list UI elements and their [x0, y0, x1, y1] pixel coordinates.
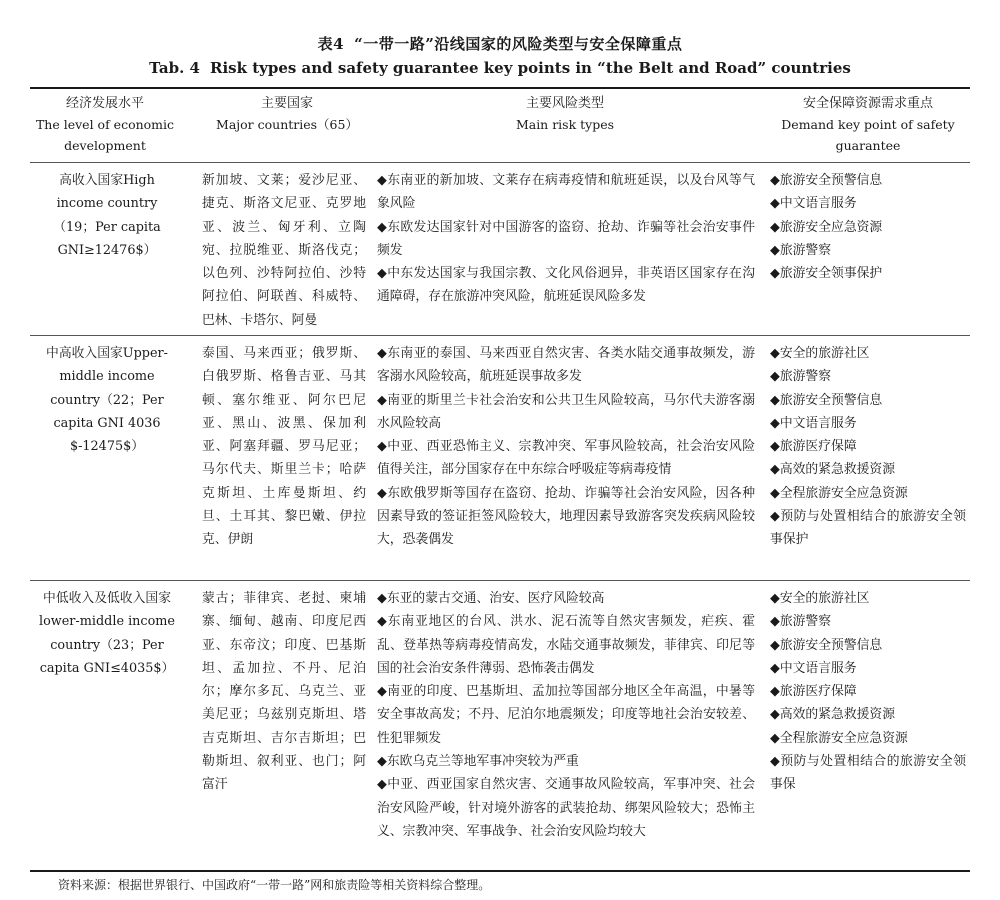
- risk-item: ◆东欧俄罗斯等国存在盗窃、抢劫、诈骗等社会治安风险，因各种因素导致的签证拒签风险较大，地理因素导致游客突发疾病风险较大，恐袭偶发: [377, 485, 755, 548]
- header-demands: [768, 93, 968, 156]
- demand-item: ◆旅游安全预警信息: [770, 637, 883, 653]
- source-note: 资料来源：根据世界银行、中国政府“一带一路”网和旅责险等相关资料综合整理。: [58, 878, 491, 892]
- risk-item: ◆东欧发达国家针对中国游客的盗窃、抢劫、诈骗等社会治安事件频发: [377, 219, 755, 258]
- demand-item: ◆旅游医疗保障: [770, 439, 857, 455]
- risk-item: ◆东亚的蒙古交通、治安、医疗风险较高: [377, 591, 605, 606]
- demand-item: ◆中文语言服务: [770, 196, 857, 212]
- demand-item: ◆中文语言服务: [770, 415, 857, 431]
- header-level-zh: 经济发展水平: [65, 96, 144, 111]
- caption-label-en: Tab. 4: [149, 59, 200, 77]
- risk-item: ◆东南亚的新加坡、文莱存在病毒疫情和航班延误，以及台风等气象风险: [377, 173, 755, 212]
- demand-item: ◆高效的紧急救援资源: [770, 707, 896, 723]
- header-level: [30, 93, 180, 156]
- header-countries: [198, 93, 376, 135]
- row-2-countries: 泰国、马来西亚；俄罗斯、白俄罗斯、格鲁吉亚、马其顿、塞尔维亚、阿尔巴尼亚、黑山、波黑、保加利亚、阿塞拜疆、罗马尼亚；马尔代夫、斯里兰卡；哈萨克斯坦、土库曼斯坦、约旦、土耳其、黎巴嫩、伊拉克、伊朗: [202, 346, 366, 548]
- row-2-level: 中高收入国家Upper-middle income country（22；Per capita GNI 4036 $-12475$）: [46, 346, 168, 455]
- caption-title-zh: “一带一路”沿线国家的风险类型与安全保障重点: [354, 35, 683, 53]
- risk-item: ◆南亚的印度、巴基斯坦、孟加拉等国部分地区全年高温，中暑等安全事故高发；不丹、尼泊尔地震频发；印度等地社会治安较差、性犯罪频发: [377, 684, 755, 746]
- risk-item: ◆南亚的斯里兰卡社会治安和公共卫生风险较高，马尔代夫游客溺水风险较高: [377, 392, 755, 431]
- row-2-risks: [377, 342, 755, 552]
- demand-item: ◆旅游安全领事保护: [770, 266, 883, 282]
- header-risks: [375, 93, 755, 135]
- header-risks-en: Main risk types: [515, 117, 615, 132]
- risk-item: ◆中东发达国家与我国宗教、文化风俗迥异，非英语区国家存在沟通障碍，存在旅游冲突风险，航班延误风险多发: [377, 266, 755, 305]
- risk-item: ◆东南亚地区的台风、洪水、泥石流等自然灾害频发，疟疾、霍乱、登革热等病毒疫情高发，水陆交通事故频发，菲律宾、印尼等国的社会治安条件薄弱、恐怖袭击偶发: [377, 614, 755, 676]
- risk-item: ◆中亚、西亚国家自然灾害、交通事故风险较高，军事冲突、社会治安风险严峻，针对境外游客的武装抢劫、绑架风险较大；恐怖主义、宗教冲突、军事战争、社会治安风险均较大: [377, 777, 755, 839]
- demand-item: ◆旅游安全预警信息: [770, 392, 883, 408]
- caption-title-en: Risk types and safety guarantee key points in “the Belt and Road” countries: [209, 59, 851, 77]
- bottom-rule: [30, 870, 970, 872]
- row-3-level: 中低收入及低收入国家lower-middle income country（23；Per capita GNI≤4035$）: [38, 591, 176, 676]
- table-caption-zh: [0, 33, 1000, 54]
- row-3-countries: 蒙古；菲律宾、老挝、柬埔寨、缅甸、越南、印度尼西亚、东帝汶；印度、巴基斯坦、孟加拉、不丹、尼泊尔；摩尔多瓦、乌克兰、亚美尼亚；乌兹别克斯坦、塔吉克斯坦、吉尔吉斯坦；巴勒斯坦、叙利亚、也门；阿富汗: [202, 591, 366, 793]
- header-countries-zh: 主要国家: [260, 96, 313, 111]
- demand-item: ◆旅游安全应急资源: [770, 219, 883, 235]
- demand-item: ◆旅游安全预警信息: [770, 173, 883, 188]
- demand-item: ◆预防与处置相结合的旅游安全领事保: [770, 754, 966, 793]
- row-3-demands: [770, 587, 966, 797]
- risk-item: ◆东欧乌克兰等地军事冲突较为严重: [377, 754, 579, 770]
- demand-item: ◆安全的旅游社区: [770, 346, 870, 361]
- row-1-level: 高收入国家High income country（19；Per capita GNI≥12476$）: [53, 173, 161, 258]
- header-demands-zh: 安全保障资源需求重点: [802, 96, 933, 111]
- demand-item: ◆高效的紧急救援资源: [770, 462, 896, 478]
- top-rule: [30, 87, 970, 89]
- demand-item: ◆旅游警察: [770, 242, 832, 258]
- demand-item: ◆旅游警察: [770, 369, 832, 385]
- row-3-risks: [377, 587, 755, 843]
- table-caption-en: [0, 59, 1000, 77]
- caption-label-zh: 表4: [317, 35, 345, 53]
- demand-item: ◆全程旅游安全应急资源: [770, 730, 908, 746]
- demand-item: ◆全程旅游安全应急资源: [770, 485, 908, 501]
- risk-table: [30, 87, 970, 876]
- header-level-en: The level of economic development: [35, 117, 175, 153]
- row-1-countries: 新加坡、文莱；爱沙尼亚、捷克、斯洛文尼亚、克罗地亚、波兰、匈牙利、立陶宛、拉脱维亚、斯洛伐克；以色列、沙特阿拉伯、沙特阿拉伯、阿联酋、科威特、巴林、卡塔尔、阿曼: [202, 173, 366, 328]
- demand-item: ◆旅游医疗保障: [770, 684, 857, 700]
- row-rule-2: [30, 580, 970, 581]
- header-rule: [30, 162, 970, 163]
- demand-item: ◆安全的旅游社区: [770, 591, 870, 606]
- demand-item: ◆旅游警察: [770, 614, 832, 630]
- row-1-risks: [377, 169, 755, 309]
- demand-item: ◆预防与处置相结合的旅游安全领事保护: [770, 509, 966, 548]
- header-demands-en: Demand key point of safety guarantee: [781, 117, 955, 153]
- header-countries-en: Major countries（65）: [216, 117, 358, 132]
- header-risks-zh: 主要风险类型: [525, 96, 604, 111]
- risk-item: ◆中亚、西亚恐怖主义、宗教冲突、军事风险较高，社会治安风险值得关注，部分国家存在中东综合呼吸症等病毒疫情: [377, 439, 755, 478]
- row-2-demands: [770, 342, 966, 552]
- row-1-demands: [770, 169, 966, 285]
- risk-item: ◆东南亚的泰国、马来西亚自然灾害、各类水陆交通事故频发，游客溺水风险较高，航班延误事故多发: [377, 346, 755, 385]
- row-rule-1: [30, 335, 970, 336]
- demand-item: ◆中文语言服务: [770, 660, 857, 676]
